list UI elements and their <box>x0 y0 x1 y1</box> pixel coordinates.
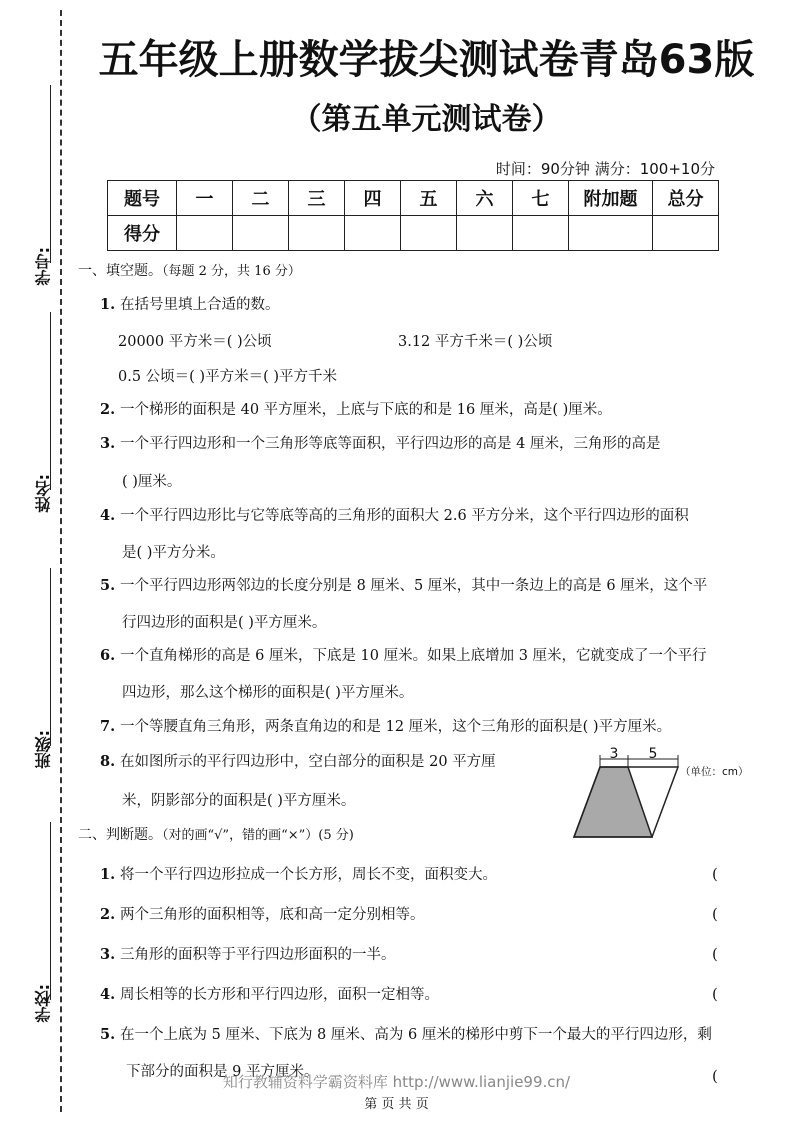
parallelogram-figure <box>568 745 768 845</box>
question-text: 三角形的面积等于平行四边形面积的一半。 <box>120 947 396 963</box>
question-text: 一个平行四边形比与它等底等高的三角形的面积大 2.6 平方分米，这个平行四边形的面积 <box>120 508 689 524</box>
score-header-cell: 五 <box>401 181 457 216</box>
question-number: 2. <box>100 401 116 418</box>
answer-paren[interactable]: ( <box>712 1067 718 1085</box>
question-6 <box>100 646 707 666</box>
question-text: 一个等腰直角三角形，两条直角边的和是 12 厘米，这个三角形的面积是( )平方厘米。 <box>120 719 672 735</box>
question-text: 一个平行四边形和一个三角形等底等面积，平行四边形的高是 4 厘米，三角形的高是 <box>120 436 661 452</box>
page-title: 五年级上册数学拔尖测试卷青岛63版 <box>98 37 755 83</box>
score-header-cell: 六 <box>457 181 513 216</box>
question-3-cont: ( )厘米。 <box>122 474 182 490</box>
score-cell[interactable] <box>569 216 653 251</box>
q1-blank-1: 20000 平方米＝( )公顷 <box>118 334 272 350</box>
page-subtitle: （第五单元测试卷） <box>291 102 562 137</box>
question-number: 2. <box>100 906 116 923</box>
question-2 <box>100 400 612 420</box>
score-value-row <box>108 216 719 251</box>
judge-item-5 <box>100 1025 712 1045</box>
score-header-cell: 四 <box>345 181 401 216</box>
answer-paren[interactable]: ( <box>712 985 718 1003</box>
question-4 <box>100 506 689 526</box>
question-8-cont: 米，阴影部分的面积是( )平方厘米。 <box>122 793 356 809</box>
score-cell[interactable] <box>177 216 233 251</box>
judge-item-2 <box>100 905 425 925</box>
section2-title: 二、判断题。 <box>78 827 162 843</box>
section2-note: （对的画“√”，错的画“×”）(5 分) <box>162 828 354 843</box>
question-text: 一个平行四边形两邻边的长度分别是 8 厘米、5 厘米，其中一条边上的高是 6 厘米，这个平 <box>120 578 708 594</box>
answer-paren[interactable]: ( <box>712 865 718 883</box>
question-number: 5. <box>100 1026 116 1043</box>
score-header-cell: 题号 <box>108 181 177 216</box>
q1-blank-3: 0.5 公顷＝( )平方米＝( )平方千米 <box>118 369 338 385</box>
shaded-trapezoid <box>574 767 652 837</box>
answer-paren[interactable]: ( <box>712 945 718 963</box>
question-5 <box>100 576 707 596</box>
question-text: 周长相等的长方形和平行四边形，面积一定相等。 <box>120 987 439 1003</box>
score-cell[interactable] <box>233 216 289 251</box>
question-number: 5. <box>100 577 116 594</box>
class-label: 班级: <box>34 729 53 768</box>
score-cell[interactable] <box>345 216 401 251</box>
section1-heading <box>78 260 301 280</box>
student-id-field[interactable] <box>10 85 54 285</box>
question-text: 在括号里填上合适的数。 <box>120 297 280 313</box>
name-line <box>50 312 51 490</box>
school-label: 学校: <box>34 983 53 1022</box>
judge-item-5-cont: 下部分的面积是 9 平方厘米。 <box>126 1064 319 1080</box>
class-field[interactable] <box>10 568 54 768</box>
score-header-cell: 七 <box>513 181 569 216</box>
dim-label-5: 5 <box>648 746 658 762</box>
section1-note: （每题 2 分，共 16 分） <box>162 264 301 279</box>
question-text: 在如图所示的平行四边形中，空白部分的面积是 20 平方厘 <box>120 754 496 770</box>
question-4-cont: 是( )平方分米。 <box>122 545 225 561</box>
question-text: 两个三角形的面积相等，底和高一定分别相等。 <box>120 907 425 923</box>
question-text: 一个直角梯形的高是 6 厘米，下底是 10 厘米。如果上底增加 3 厘米，它就变成了一个平行 <box>120 648 707 664</box>
unit-label: （单位：cm） <box>680 766 749 778</box>
watermark-site: 知行教辅资料学霸资料库 http://www.lianjie99.cn/ <box>222 1073 571 1091</box>
question-8 <box>100 752 496 772</box>
section1-title: 一、填空题。 <box>78 263 162 279</box>
score-header-cell: 总分 <box>653 181 719 216</box>
score-header-cell: 附加题 <box>569 181 653 216</box>
student-id-line <box>50 85 51 263</box>
judge-item-1 <box>100 865 497 885</box>
question-3 <box>100 434 660 454</box>
question-6-cont: 四边形，那么这个梯形的面积是( )平方厘米。 <box>122 685 414 701</box>
judge-item-3 <box>100 945 396 965</box>
question-number: 4. <box>100 507 116 524</box>
question-number: 4. <box>100 986 116 1003</box>
question-number: 7. <box>100 718 116 735</box>
q1-blank-2: 3.12 平方千米＝( )公顷 <box>398 334 553 350</box>
school-field[interactable] <box>10 822 54 1022</box>
time-info: 时间：90分钟 满分：100+10分 <box>495 160 715 178</box>
score-header-cell: 二 <box>233 181 289 216</box>
question-number: 6. <box>100 647 116 664</box>
score-table <box>107 180 719 251</box>
answer-paren[interactable]: ( <box>712 905 718 923</box>
page-number: 第 页 共 页 <box>364 1097 429 1112</box>
binding-dashed-line <box>60 10 62 1112</box>
score-cell[interactable] <box>289 216 345 251</box>
question-number: 1. <box>100 866 116 883</box>
question-text: 在一个上底为 5 厘米、下底为 8 厘米、高为 6 厘米的梯形中剪下一个最大的平行四边形，剩 <box>120 1027 712 1043</box>
score-header-cell: 三 <box>289 181 345 216</box>
question-number: 3. <box>100 435 116 452</box>
judge-item-4 <box>100 985 439 1005</box>
question-number: 8. <box>100 753 116 770</box>
class-line <box>50 568 51 746</box>
school-line <box>50 822 51 1000</box>
question-7 <box>100 717 671 737</box>
question-number: 1. <box>100 296 116 313</box>
question-text: 一个梯形的面积是 40 平方厘米，上底与下底的和是 16 厘米，高是( )厘米。 <box>120 402 612 418</box>
score-cell[interactable] <box>457 216 513 251</box>
score-cell[interactable] <box>401 216 457 251</box>
score-cell[interactable] <box>653 216 719 251</box>
score-header-row <box>108 181 719 216</box>
score-row-label: 得分 <box>108 216 177 251</box>
question-text: 将一个平行四边形拉成一个长方形，周长不变，面积变大。 <box>120 867 497 883</box>
question-number: 3. <box>100 946 116 963</box>
question-1 <box>100 295 280 315</box>
score-header-cell: 一 <box>177 181 233 216</box>
question-5-cont: 行四边形的面积是( )平方厘米。 <box>122 615 327 631</box>
score-cell[interactable] <box>513 216 569 251</box>
name-field[interactable] <box>10 312 54 512</box>
section2-heading <box>78 824 354 844</box>
name-label: 姓名: <box>34 473 53 512</box>
dim-label-3: 3 <box>609 746 619 762</box>
student-id-label: 学号: <box>34 246 53 285</box>
